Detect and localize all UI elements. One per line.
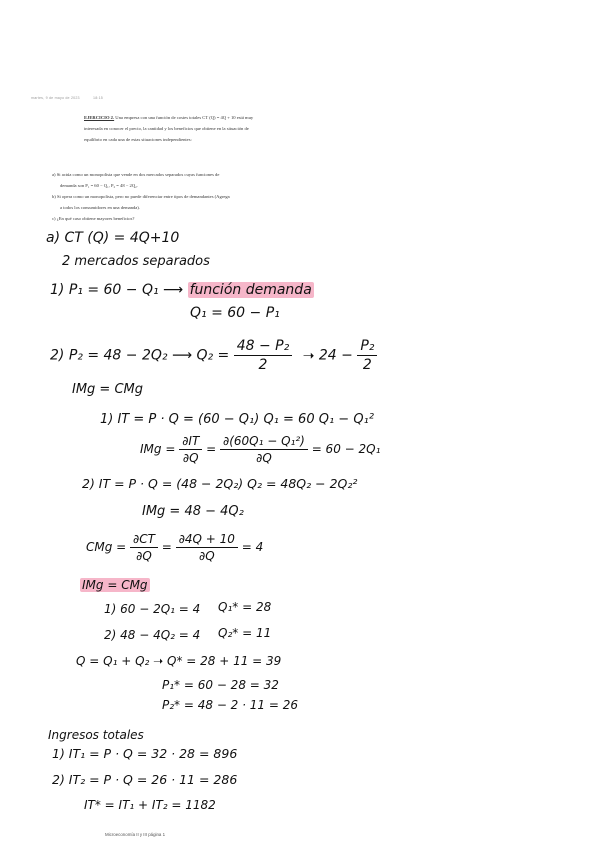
mr1-denominator-1: ∂Q [182, 451, 199, 465]
page-date: martes, 9 de mayo de 2023 [31, 96, 80, 100]
mr1-numerator-1: ∂IT [179, 434, 202, 450]
note-total-revenue-1: 1) IT = P · Q = (60 − Q₁) Q₁ = 60 Q₁ − Q₁² [100, 412, 374, 427]
note-demand-1 [50, 282, 314, 298]
statement-intro: Una empresa con una función de costes totales CT (Q) = 4Q + 10 está muy [115, 115, 254, 120]
mc-denominator-1: ∂Q [136, 549, 152, 563]
demand-1-equation: 1) P₁ = 60 − Q₁ ⟶ [50, 282, 184, 298]
mr1-fraction-1 [179, 434, 202, 465]
page-time: 18:15 [93, 96, 103, 100]
exercise-statement [84, 112, 253, 145]
question-b-line-2: a todos los consumidores en una demanda). [60, 205, 140, 210]
demand-2-equation: 2) P₂ = 48 − 2Q₂ ⟶ Q₂ = [50, 347, 230, 364]
note-solve-q1: 1) 60 − 2Q₁ = 4 [104, 602, 201, 616]
note-marginal-revenue-2: IMg = 48 − 4Q₂ [142, 504, 244, 519]
mc-result: = 4 [241, 540, 264, 554]
mc-numerator-1: ∂CT [130, 532, 158, 548]
note-revenue-market-2: 2) IT₂ = P · Q = 26 · 11 = 286 [52, 772, 238, 787]
exercise-title: EJERCICIO 2. [84, 115, 115, 120]
mr1-left: IMg = [140, 442, 176, 456]
note-price-1: P₁* = 60 − 28 = 32 [162, 678, 279, 692]
question-a-line-1: a) Si actúa como un monopolista que vende en dos mercados separados cuyas funciones de [52, 172, 220, 177]
demand-2-simplified-left: 24 − [318, 347, 353, 364]
arrow-icon: ➝ [302, 347, 315, 364]
mr1-denominator-2: ∂Q [256, 451, 272, 465]
demand-2-simplified-denominator: 2 [362, 357, 372, 373]
mr1-result: = 60 − 2Q₁ [311, 442, 381, 456]
note-demand-2 [50, 338, 377, 373]
note-total-revenue-2: 2) IT = P · Q = (48 − 2Q₂) Q₂ = 48Q₂ − 2Q₂² [82, 476, 358, 491]
question-b-line-1: b) Si opera como un monopolista, pero no puede diferenciar entre tipos de demandantes (Agrega [52, 194, 230, 199]
demand-2-simplified-numerator: P₂ [357, 338, 377, 356]
demand-function-label: función demanda [189, 282, 312, 298]
mc-fraction-2 [176, 532, 238, 563]
note-two-markets: 2 mercados separados [62, 254, 210, 269]
note-marginal-revenue-1 [140, 434, 380, 465]
mc-equals: = [161, 540, 172, 554]
note-revenue-market-1: 1) IT₁ = P · Q = 32 · 28 = 896 [52, 746, 238, 761]
question-c: c) ¿En qué caso obtiene mayores beneficios? [52, 216, 135, 221]
demand-2-simplified-fraction [357, 338, 377, 373]
demand-2-numerator: 48 − P₂ [234, 338, 293, 356]
mc-denominator-2: ∂Q [198, 549, 215, 563]
note-cost-function: a) CT (Q) = 4Q+10 [46, 230, 180, 246]
statement-line-1 [84, 112, 253, 123]
page-footer: Microeconomía II y III página 1 [105, 832, 166, 837]
note-equilibrium-condition: IMg = CMg [72, 382, 144, 397]
mc-numerator-2: ∂4Q + 10 [176, 532, 238, 548]
exercise-questions [52, 169, 230, 224]
question-a-line-2: demanda son P₁ = 60 − Q₁, P₂ = 48 − 2Q₂. [60, 183, 138, 188]
note-q1-result: Q₁* = 28 [218, 600, 272, 614]
mc-fraction-1 [130, 532, 158, 563]
statement-line-3: equilibrio en cada una de estas situaciones independientes: [84, 137, 192, 142]
note-price-2: P₂* = 48 − 2 · 11 = 26 [162, 698, 298, 712]
note-solve-q2: 2) 48 − 4Q₂ = 4 [104, 628, 201, 642]
mr1-equals: = [206, 442, 217, 456]
note-marginal-cost [86, 532, 263, 563]
note-equilibrium-heading [80, 578, 150, 592]
note-total-quantity: Q = Q₁ + Q₂ ➝ Q* = 28 + 11 = 39 [76, 654, 282, 668]
demand-2-denominator: 2 [258, 357, 268, 373]
note-q2-result: Q₂* = 11 [218, 626, 272, 640]
note-revenue-total: IT* = IT₁ + IT₂ = 1182 [84, 798, 216, 812]
equilibrium-heading-highlight: IMg = CMg [82, 578, 148, 592]
note-inverse-demand-1: Q₁ = 60 − P₁ [190, 305, 280, 321]
statement-line-2: interesada en conocer el precio, la cantidad y los beneficios que obtiene en la situación de [84, 126, 249, 131]
note-total-revenue-heading: Ingresos totales [48, 728, 144, 742]
mc-left: CMg = [86, 540, 127, 554]
mr1-numerator-2: ∂(60Q₁ − Q₁²) [220, 434, 308, 450]
mr1-fraction-2 [220, 434, 308, 465]
demand-2-fraction [234, 338, 293, 373]
